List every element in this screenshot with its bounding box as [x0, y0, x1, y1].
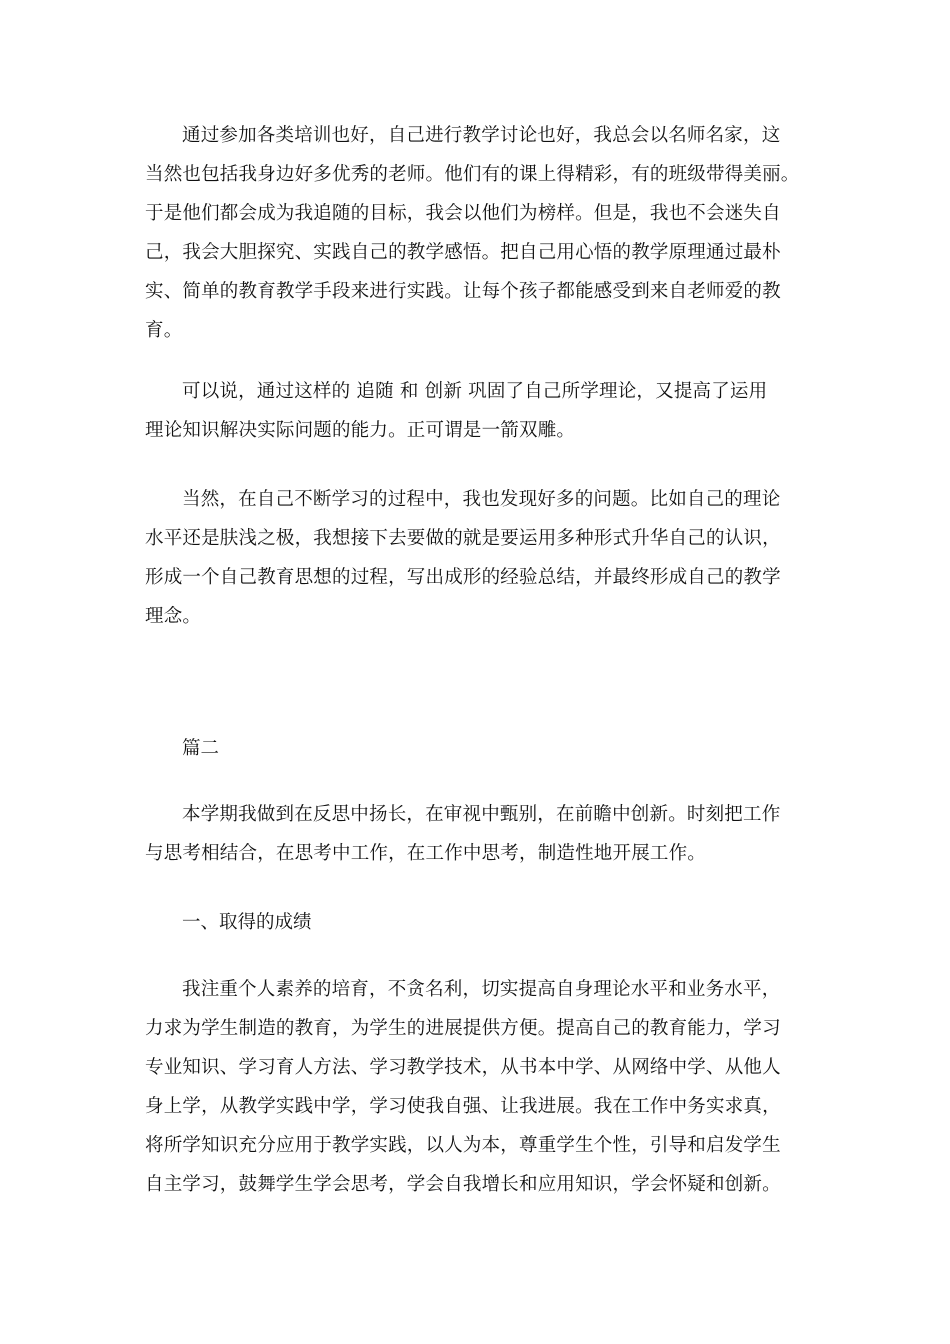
paragraph-3 — [145, 480, 810, 636]
text-line: 当然，在自己不断学习的过程中，我也发现好多的问题。比如自己的理论 — [182, 489, 781, 510]
paragraph-1 — [145, 116, 810, 350]
text-line: 当然也包括我身边好多优秀的老师。他们有的课上得精彩，有的班级带得美丽。 — [145, 164, 800, 185]
text-line: 理念。 — [145, 606, 202, 627]
text-line: 与思考相结合，在思考中工作，在工作中思考，制造性地开展工作。 — [145, 843, 707, 864]
paragraph-2 — [145, 372, 810, 450]
paragraph-5 — [145, 970, 810, 1204]
text-line: 己，我会大胆探究、实践自己的教学感悟。把自己用心悟的教学原理通过最朴 — [145, 242, 781, 263]
text-line: 育。 — [145, 320, 183, 341]
text-line: 水平还是肤浅之极，我想接下去要做的就是要运用多种形式升华自己的认识， — [145, 528, 781, 549]
text-line: 实、简单的教育教学手段来进行实践。让每个孩子都能感受到来自老师爱的教 — [145, 281, 781, 302]
text-line: 本学期我做到在反思中扬长，在审视中甄别，在前瞻中创新。时刻把工作 — [182, 804, 781, 825]
text-line: 自主学习，鼓舞学生学会思考，学会自我增长和应用知识，学会怀疑和创新。 — [145, 1174, 781, 1195]
text-line: 形成一个自己教育思想的过程，写出成形的经验总结，并最终形成自己的教学 — [145, 567, 781, 588]
text-line: 于是他们都会成为我追随的目标，我会以他们为榜样。但是，我也不会迷失自 — [145, 203, 781, 224]
paragraph-4 — [145, 795, 810, 873]
text-line: 力求为学生制造的教育，为学生的进展提供方便。提高自己的教育能力，学习 — [145, 1018, 781, 1039]
text-line: 身上学，从教学实践中学，学习使我自强、让我进展。我在工作中务实求真， — [145, 1096, 781, 1117]
subheading: 一、取得的成绩 — [182, 912, 312, 933]
text-line: 专业知识、学习育人方法、学习教学技术，从书本中学、从网络中学、从他人 — [145, 1057, 781, 1078]
text-line: 我注重个人素养的培育，不贪名利，切实提高自身理论水平和业务水平， — [182, 979, 781, 1000]
text-line: 将所学知识充分应用于教学实践，以人为本，尊重学生个性，引导和启发学生 — [145, 1135, 781, 1156]
text-line: 理论知识解决实际问题的能力。正可谓是一箭双雕。 — [145, 420, 576, 441]
section-title: 篇二 — [182, 738, 220, 759]
text-line: 可以说，通过这样的 追随 和 创新 巩固了自己所学理论，又提高了运用 — [182, 381, 768, 402]
text-line: 通过参加各类培训也好，自己进行教学讨论也好，我总会以名师名家，这 — [182, 125, 781, 146]
